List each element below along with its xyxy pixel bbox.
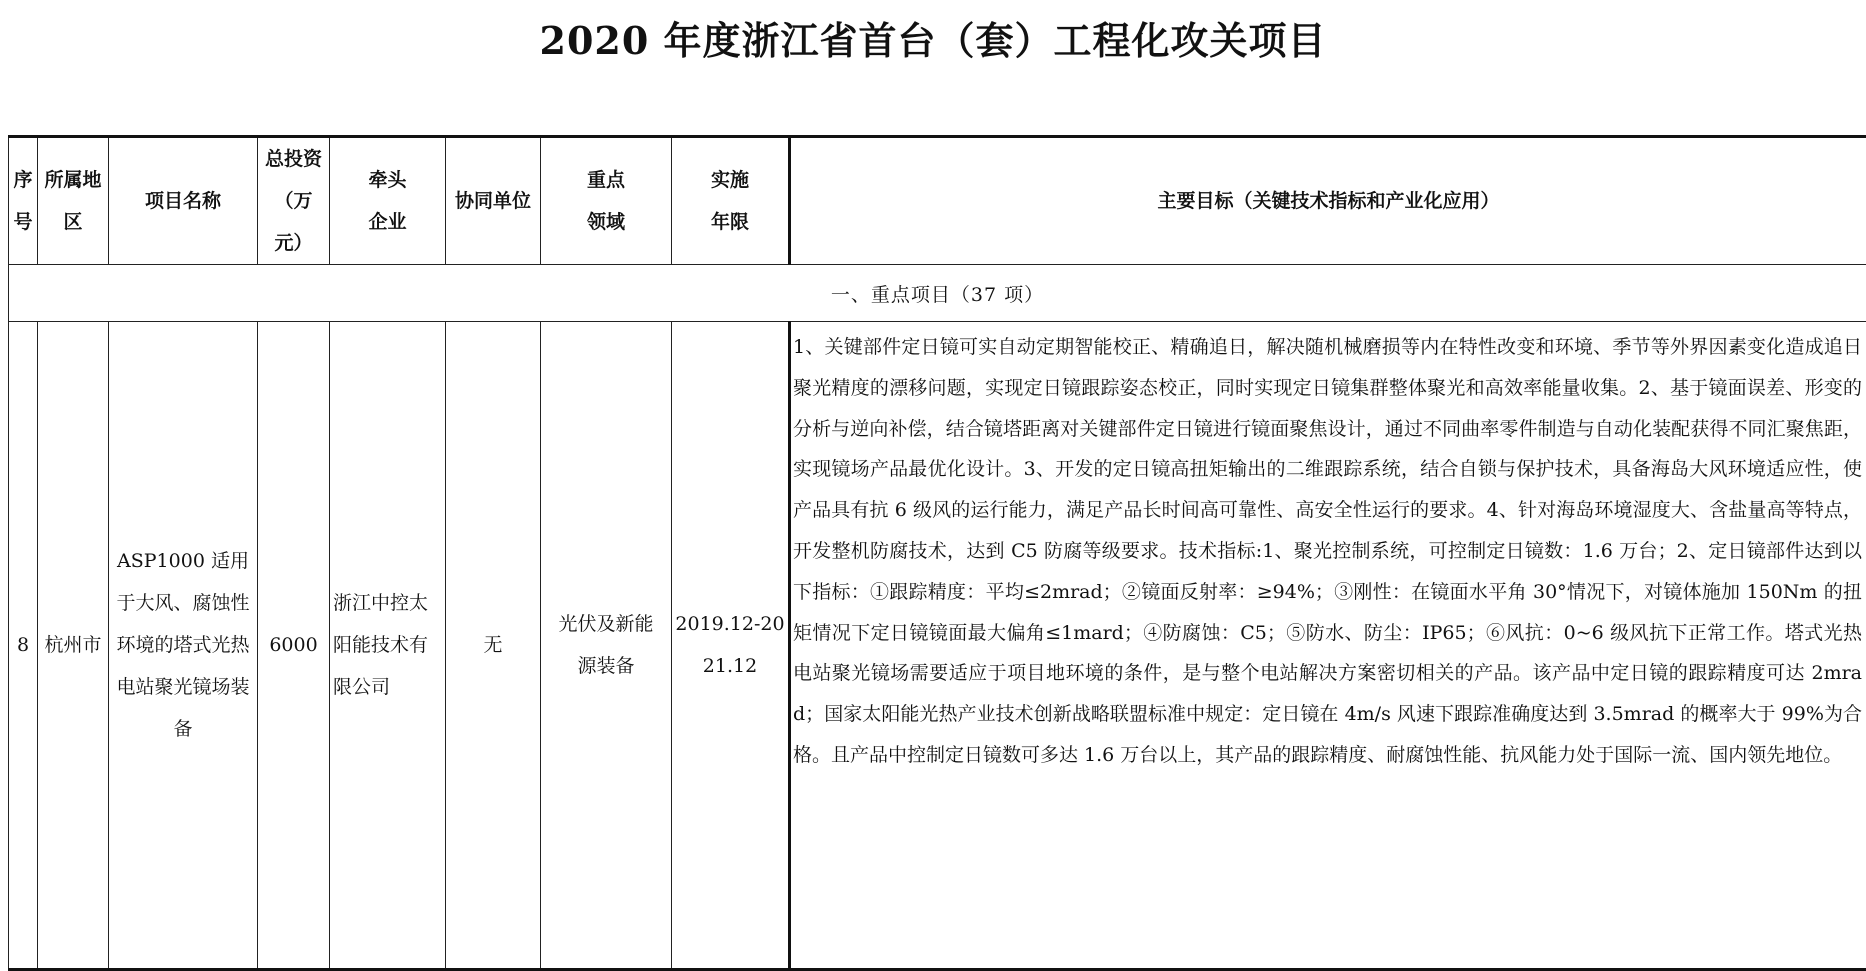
header-lead: 牵头企业 [330,137,446,265]
cell-seq: 8 [9,322,38,970]
section-title: 一、重点项目（37 项） [9,265,1866,322]
section-row [9,265,1866,322]
header-invest: 总投资（万元） [258,137,330,265]
cell-period: 2019.12-2021.12 [672,322,790,970]
header-partner: 协同单位 [446,137,541,265]
cell-region: 杭州市 [38,322,109,970]
header-seq: 序号 [9,137,38,265]
header-name: 项目名称 [109,137,258,265]
header-target: 主要目标（关键技术指标和产业化应用） [790,137,1866,265]
header-region: 所属地区 [38,137,109,265]
cell-partner: 无 [446,322,541,970]
table-row [9,322,1866,970]
cell-lead-company: 浙江中控太阳能技术有限公司 [330,322,446,970]
table-header-row [9,137,1866,265]
cell-field: 光伏及新能源装备 [541,322,672,970]
target-text: 1、关键部件定日镜可实自动定期智能校正、精确追日，解决随机械磨损等内在特性改变和环境、季节等外界因素变化造成追日聚光精度的漂移问题，实现定日镜跟踪姿态校正，同时实现定日镜集群整体聚光和高效率能量收集。2、基于镜面误差、形变的分析与逆向补偿，结合镜塔距离对关键部件定日镜进行镜面聚焦设计，通过不同曲率零件制造与自动化装配获得不同汇聚焦距，实现镜场产品最优化设计。3、开发的定日镜高扭矩输出的二维跟踪系统，结合自锁与保护技术，具备海岛大风环境适应性，使产品具有抗 6 级风的运行能力，满足产品长时间高可靠性、高安全性运行的要求。4、针对海岛环境湿度大、含盐量高等特点，开发整机防腐技术，达到 C5 防腐等级要求。技术指标:1、聚光控制系统，可控制定日镜数：1.6 万台；2、定日镜部件达到以下指标：①跟踪精度：平均≤2mrad；②镜面反射率：≥94%；③刚性：在镜面水平角 30°情况下，对镜体施加 150Nm 的扭矩情况下定日镜镜面最大偏角≤1mard；④防腐蚀：C5；⑤防水、防尘：IP65；⑥风抗：0~6 级风抗下正常工作。塔式光热电站聚光镜场需要适应于项目地环境的条件，是与整个电站解决方案密切相关的产品。该产品中定日镜的跟踪精度可达 2mrad；国家太阳能光热产业技术创新战略联盟标准中规定：定日镜在 4m/s 风速下跟踪准确度达到 3.5mrad 的概率大于 99%为合格。且产品中控制定日镜数可多达 1.6 万台以上，其产品的跟踪精度、耐腐蚀性能、抗风能力处于国际一流、国内领先地位。 [793,327,1862,776]
cell-project-name: ASP1000 适用于大风、腐蚀性环境的塔式光热电站聚光镜场装备 [109,322,258,970]
header-field: 重点领域 [541,137,672,265]
page-title: 2020 年度浙江省首台（套）工程化攻关项目 [0,14,1866,68]
cell-investment: 6000 [258,322,330,970]
cell-target [790,322,1866,970]
project-table [8,135,1866,971]
header-period: 实施年限 [672,137,790,265]
